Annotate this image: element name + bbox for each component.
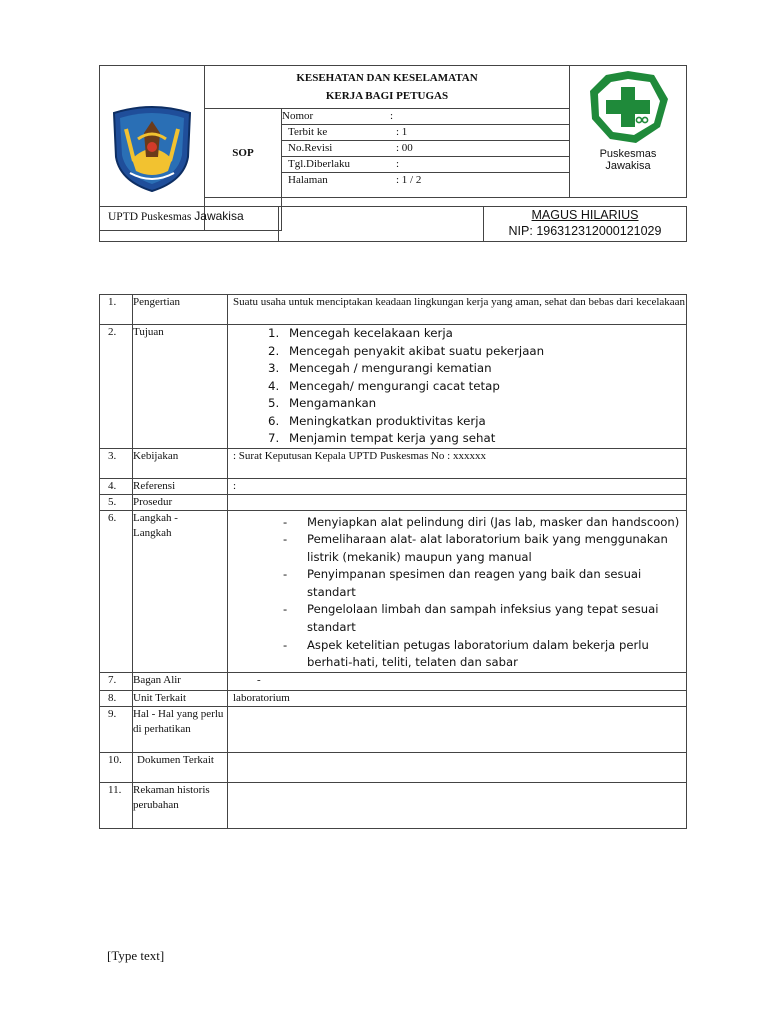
meta-value: : 1 / 2 [396,174,422,186]
row-label: Pengertian [133,295,228,325]
row-rekaman [100,782,687,828]
row-label: Unit Terkait [133,690,228,706]
unit-cell [100,207,279,242]
meta-value: : 00 [396,142,413,154]
row-number: 3. [100,448,133,478]
list-item: 1. Mencegah kecelakaan kerja [283,325,686,343]
row-value [228,510,687,672]
row-tujuan [100,325,687,449]
list-item: - Penyimpanan spesimen dan reagen yang baik dan sesuai standart [283,566,686,601]
meta-value: : [396,158,400,170]
signatory-cell [484,207,687,242]
signatory-name: MAGUS HILARIUS [531,208,639,222]
footer-placeholder-text: [Type text] [107,948,165,963]
row-number: 2. [100,325,133,449]
meta-label: Halaman [288,174,328,186]
unit-name: Jawakisa [194,209,244,223]
document-title [205,66,570,109]
row-value [228,706,687,752]
meta-row-revisi [282,141,570,157]
puskesmas-name-line-1: Puskesmas [599,148,657,160]
meta-label: Nomor [282,110,314,122]
label-line: Langkah [133,526,172,539]
meta-row-nomor [282,109,570,125]
meta-label: Terbit ke [288,126,328,138]
row-label: Kebijakan [133,448,228,478]
label-line: Langkah - [133,511,178,524]
row-label: Prosedur [133,494,228,510]
row-value: : Surat Keputusan Kepala UPTD Puskesmas No : xxxxxx [228,448,687,478]
list-item: 2. Mencegah penyakit akibat suatu pekerjaan [283,343,686,361]
list-item: - Pengelolaan limbah dan sampah infeksius yang tepat sesuai standart [283,601,686,636]
sop-label: SOP [205,109,282,198]
row-label: Bagan Alir [133,672,228,690]
row-value [228,325,687,449]
row-label: Dokumen Terkait [133,752,228,782]
meta-row-tgl [282,157,570,173]
row-pengertian [100,295,687,325]
row-bagan-alir [100,672,687,690]
title-line-2: KERJA BAGI PETUGAS [325,90,449,102]
meta-row-halaman [282,173,570,198]
list-item: - Menyiapkan alat pelindung diri (Jas lab, masker dan handscoon) [283,514,686,532]
row-kebijakan [100,448,687,478]
meta-label: No.Revisi [288,142,333,154]
row-value: - [228,672,687,690]
row-label: Hal - Hal yang perlu di perhatikan [133,706,228,752]
row-value: : [228,478,687,494]
meta-row-terbit [282,125,570,141]
sop-header-footer [99,206,687,242]
list-item: 4. Mencegah/ mengurangi cacat tetap [283,378,686,396]
sop-content-table [99,294,687,829]
row-langkah [100,510,687,672]
puskesmas-name-line-2: Jawakisa [605,160,651,172]
list-item: - Aspek ketelitian petugas laboratorium dalam bekerja perlu berhati-hati, teliti, telaten dan sabar [283,637,686,672]
row-prosedur [100,494,687,510]
row-number: 7. [100,672,133,690]
row-number: 5. [100,494,133,510]
row-number: 6. [100,510,133,672]
list-item: 7. Menjamin tempat kerja yang sehat [283,430,686,448]
row-value [228,782,687,828]
meta-label: Tgl.Diberlaku [288,158,351,170]
row-number: 10. [100,752,133,782]
row-number: 11. [100,782,133,828]
row-value: laboratorium [228,690,687,706]
row-label: Rekaman historis perubahan [133,782,228,828]
row-number: 4. [100,478,133,494]
puskesmas-logo-cell [570,66,687,198]
tujuan-list [233,325,686,448]
empty-cell [279,207,484,242]
row-value: Suatu usaha untuk menciptakan keadaan lingkungan kerja yang aman, sehat dan bebas dari kecelakaan [228,295,687,325]
list-item: 6. Meningkatkan produktivitas kerja [283,413,686,431]
row-number: 8. [100,690,133,706]
meta-value: : 1 [396,126,408,138]
puskesmas-logo-icon [586,69,670,145]
list-item: 5. Mengamankan [283,395,686,413]
row-label [133,510,228,672]
row-number: 9. [100,706,133,752]
unit-prefix: UPTD Puskesmas [108,211,195,223]
regency-emblem-icon [108,99,196,195]
langkah-list [233,514,686,672]
row-dokumen [100,752,687,782]
title-line-1: KESEHATAN DAN KESELAMATAN [296,72,478,84]
row-number: 1. [100,295,133,325]
signatory-nip: NIP: 196312312000121029 [508,224,662,238]
row-label: Referensi [133,478,228,494]
row-value [228,494,687,510]
row-value [228,752,687,782]
row-referensi [100,478,687,494]
row-unit-terkait [100,690,687,706]
list-item: 3. Mencegah / mengurangi kematian [283,360,686,378]
row-hal [100,706,687,752]
meta-value: : [390,110,394,122]
row-label: Tujuan [133,325,228,449]
list-item: - Pemeliharaan alat- alat laboratorium baik yang menggunakan listrik (mekanik) maupun yang manual [283,531,686,566]
